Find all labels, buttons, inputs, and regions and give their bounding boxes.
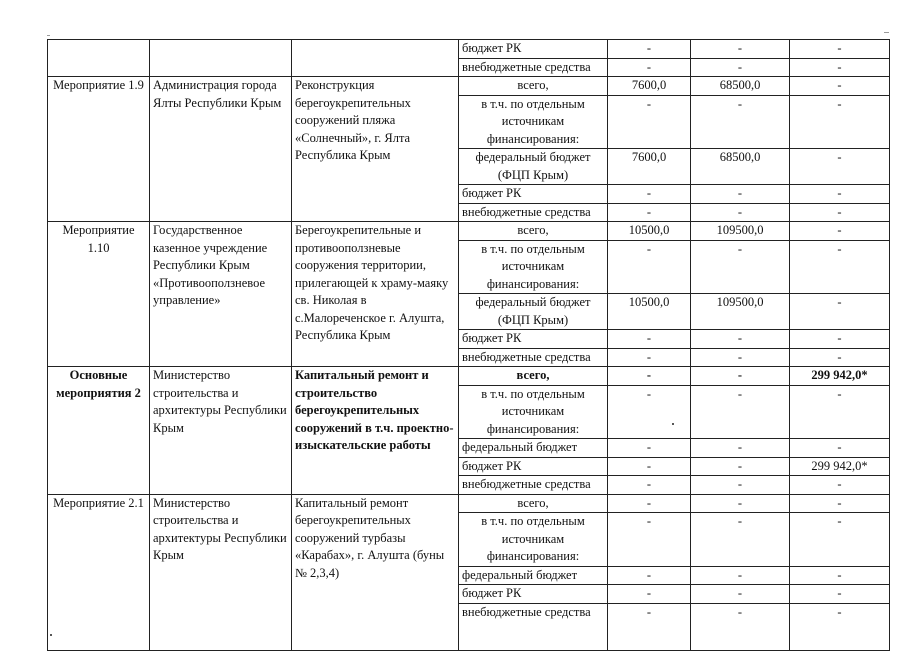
value-cell: - (691, 439, 790, 458)
source-label: федеральный бюджет (ФЦП Крым) (459, 294, 608, 330)
value-cell: 7600,0 (608, 77, 691, 96)
value-cell: - (691, 476, 790, 495)
value-cell: - (691, 348, 790, 367)
table-row (48, 494, 890, 513)
value-cell: - (790, 149, 890, 185)
source-label: бюджет РК (459, 40, 608, 59)
value-cell: - (790, 566, 890, 585)
value-cell: - (691, 95, 790, 149)
value-cell: - (790, 203, 890, 222)
value-cell: - (691, 566, 790, 585)
value-cell: 10500,0 (608, 222, 691, 241)
event-cell: Основные мероприятия 2 (48, 367, 150, 495)
value-cell: - (608, 95, 691, 149)
value-cell: - (691, 58, 790, 77)
value-cell: - (691, 185, 790, 204)
value-cell: 10500,0 (608, 294, 691, 330)
value-cell: - (608, 348, 691, 367)
value-cell: 299 942,0* (790, 457, 890, 476)
value-cell: 68500,0 (691, 77, 790, 96)
source-label: внебюджетные средства (459, 348, 608, 367)
value-cell: - (790, 603, 890, 650)
executor-cell (150, 40, 292, 77)
value-cell: - (790, 185, 890, 204)
executor-cell: Государственное казенное учреждение Республики Крым «Противооползневое управление» (150, 222, 292, 367)
value-cell: - (691, 494, 790, 513)
value-cell: - (608, 585, 691, 604)
value-cell: - (790, 476, 890, 495)
source-label: бюджет РК (459, 185, 608, 204)
executor-cell: Администрация города Ялты Республики Крым (150, 77, 292, 222)
source-label: внебюджетные средства (459, 58, 608, 77)
source-label: в т.ч. по отдельным источникам финансирования: (459, 385, 608, 439)
value-cell: - (691, 457, 790, 476)
value-cell: - (608, 385, 691, 439)
financing-table (47, 39, 890, 651)
source-label: бюджет РК (459, 585, 608, 604)
value-cell: - (790, 439, 890, 458)
value-cell: - (608, 58, 691, 77)
value-cell: - (691, 40, 790, 59)
scan-speck (672, 423, 674, 425)
source-label: федеральный бюджет (459, 566, 608, 585)
value-cell: 7600,0 (608, 149, 691, 185)
source-label: в т.ч. по отдельным источникам финансирования: (459, 95, 608, 149)
event-cell: Мероприятие 1.9 (48, 77, 150, 222)
value-cell: - (790, 385, 890, 439)
event-cell: Мероприятие 2.1 (48, 494, 150, 650)
value-cell: - (608, 330, 691, 349)
value-cell: - (608, 494, 691, 513)
value-cell: - (608, 457, 691, 476)
value-cell: - (790, 330, 890, 349)
value-cell: - (790, 40, 890, 59)
scan-speck (50, 634, 52, 636)
value-cell: - (790, 513, 890, 567)
value-cell: - (691, 367, 790, 386)
value-cell: - (790, 585, 890, 604)
source-label: всего, (459, 77, 608, 96)
value-cell: - (608, 603, 691, 650)
value-cell: 109500,0 (691, 222, 790, 241)
source-label: всего, (459, 494, 608, 513)
source-label: федеральный бюджет (459, 439, 608, 458)
source-label: федеральный бюджет (ФЦП Крым) (459, 149, 608, 185)
value-cell: 299 942,0* (790, 367, 890, 386)
value-cell: - (790, 95, 890, 149)
source-label: всего, (459, 367, 608, 386)
scan-mark-right (884, 32, 889, 33)
value-cell: - (608, 185, 691, 204)
value-cell: - (790, 77, 890, 96)
value-cell: - (790, 222, 890, 241)
value-cell: - (608, 240, 691, 294)
executor-cell: Министерство строительства и архитектуры Республики Крым (150, 367, 292, 495)
source-label: всего, (459, 222, 608, 241)
measure-cell: Берегоукрепительные и противооползневые сооружения территории, прилегающей к храму-маяку св. Николая в с.Малореченское г. Алушта, Республика Крым (292, 222, 459, 367)
value-cell: - (691, 240, 790, 294)
value-cell: - (790, 494, 890, 513)
table-row (48, 367, 890, 386)
measure-cell (292, 40, 459, 77)
source-label: внебюджетные средства (459, 476, 608, 495)
value-cell: - (790, 58, 890, 77)
value-cell: - (608, 367, 691, 386)
measure-cell: Капитальный ремонт берегоукрепительных сооружений турбазы «Карабах», г. Алушта (буны № 2,3,4) (292, 494, 459, 650)
event-cell (48, 40, 150, 77)
value-cell: - (691, 603, 790, 650)
measure-cell: Капитальный ремонт и строительство берегоукрепительных сооружений в т.ч. проектно-изыскательские работы (292, 367, 459, 495)
executor-cell: Министерство строительства и архитектуры Республики Крым (150, 494, 292, 650)
source-label: бюджет РК (459, 457, 608, 476)
value-cell: - (608, 40, 691, 59)
value-cell: - (790, 240, 890, 294)
value-cell: - (608, 476, 691, 495)
table-row (48, 77, 890, 96)
value-cell: - (691, 203, 790, 222)
value-cell: - (608, 513, 691, 567)
value-cell: 109500,0 (691, 294, 790, 330)
value-cell: - (790, 348, 890, 367)
source-label: в т.ч. по отдельным источникам финансирования: (459, 240, 608, 294)
source-label: бюджет РК (459, 330, 608, 349)
table-row (48, 222, 890, 241)
measure-cell: Реконструкция берегоукрепительных сооружений пляжа «Солнечный», г. Ялта Республика Крым (292, 77, 459, 222)
source-label: внебюджетные средства (459, 203, 608, 222)
value-cell: - (691, 385, 790, 439)
value-cell: - (691, 585, 790, 604)
value-cell: - (691, 513, 790, 567)
source-label: в т.ч. по отдельным источникам финансирования: (459, 513, 608, 567)
scan-mark-left (47, 35, 50, 36)
value-cell: - (608, 566, 691, 585)
value-cell: - (790, 294, 890, 330)
table-row (48, 40, 890, 59)
source-label: внебюджетные средства (459, 603, 608, 650)
value-cell: - (608, 439, 691, 458)
value-cell: - (691, 330, 790, 349)
value-cell: 68500,0 (691, 149, 790, 185)
event-cell: Мероприятие 1.10 (48, 222, 150, 367)
value-cell: - (608, 203, 691, 222)
